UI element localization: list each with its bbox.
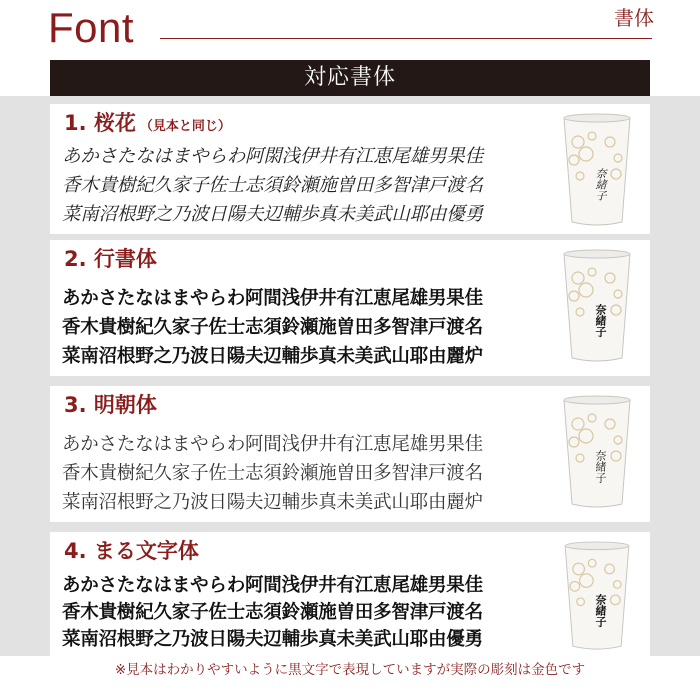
font-title xyxy=(64,110,231,140)
cup-engraving: 奈緒子 xyxy=(594,304,607,337)
sample-line: あかさたなはまやらわ阿間浅伊井有江恵尾雄男果佳 xyxy=(62,575,483,596)
sample-line: あかさたなはまやらわ阿閖浅伊井有江恵尾雄男果佳 xyxy=(62,146,483,167)
font-title-text: 1. 桜花 xyxy=(64,111,136,135)
header-label: 書体 xyxy=(614,6,654,30)
font-panel-mincho xyxy=(50,386,650,522)
sample-line: 菜南沼根野之乃波日陽夫辺輔歩真未美武山耶由麗炉 xyxy=(62,346,483,367)
font-title-text: 3. 明朝体 xyxy=(64,393,157,417)
sample-line: あかさたなはまやらわ阿間浅伊井有江恵尾雄男果佳 xyxy=(62,434,483,455)
engraved-cup-image xyxy=(558,248,636,364)
font-title xyxy=(64,246,157,272)
font-panel-ouka xyxy=(50,104,650,234)
font-sample xyxy=(62,142,532,229)
header-rule xyxy=(160,38,652,39)
engraved-cup-image xyxy=(558,112,636,228)
sample-line: あかさたなはまやらわ阿間浅伊井有江恵尾雄男果佳 xyxy=(62,288,483,309)
cup-engraving: 奈緒子 xyxy=(594,450,607,483)
font-title xyxy=(64,392,157,418)
sample-line: 菜南沼根野之乃波日陽夫辺輔歩真未美武山耶由優勇 xyxy=(62,629,483,650)
engraving-color-footnote: ※見本はわかりやすいように黒文字で表現していますが実際の彫刻は金色です xyxy=(114,662,586,678)
font-sample xyxy=(62,284,532,371)
font-panel-maru xyxy=(50,532,650,656)
engraved-cup-image xyxy=(558,540,636,652)
font-title-note: （見本と同じ） xyxy=(139,119,231,134)
page-title: Font xyxy=(48,4,135,51)
font-title-text: 2. 行書体 xyxy=(64,247,157,271)
font-title xyxy=(64,538,199,564)
sample-line: 菜南沼根野之乃波日陽夫辺輔歩真未美武山耶由麗炉 xyxy=(62,492,483,513)
sample-line: 菜南沼根野之乃波日陽夫辺輔歩真未美武山耶由優勇 xyxy=(62,204,483,225)
cup-engraving: 奈緒子 xyxy=(594,168,607,201)
sample-line: 香木貴樹紀久家子佐士志須鈴瀬施曽田多智津戸渡名 xyxy=(62,602,483,623)
font-sample xyxy=(62,430,532,517)
font-title-text: 4. まる文字体 xyxy=(64,539,199,563)
engraved-cup-image xyxy=(558,394,636,510)
sample-line: 香木貴樹紀久家子佐士志須鈴瀬施曽田多智津戸渡名 xyxy=(62,317,483,338)
sample-line: 香木貴樹紀久家子佐士志須鈴瀬施曽田多智津戸渡名 xyxy=(62,175,483,196)
cup-engraving: 奈緒子 xyxy=(594,594,607,627)
supported-fonts-banner: 対応書体 xyxy=(50,60,650,96)
sample-line: 香木貴樹紀久家子佐士志須鈴瀬施曽田多智津戸渡名 xyxy=(62,463,483,484)
font-panel-gyosho xyxy=(50,240,650,376)
font-sample xyxy=(62,572,532,653)
